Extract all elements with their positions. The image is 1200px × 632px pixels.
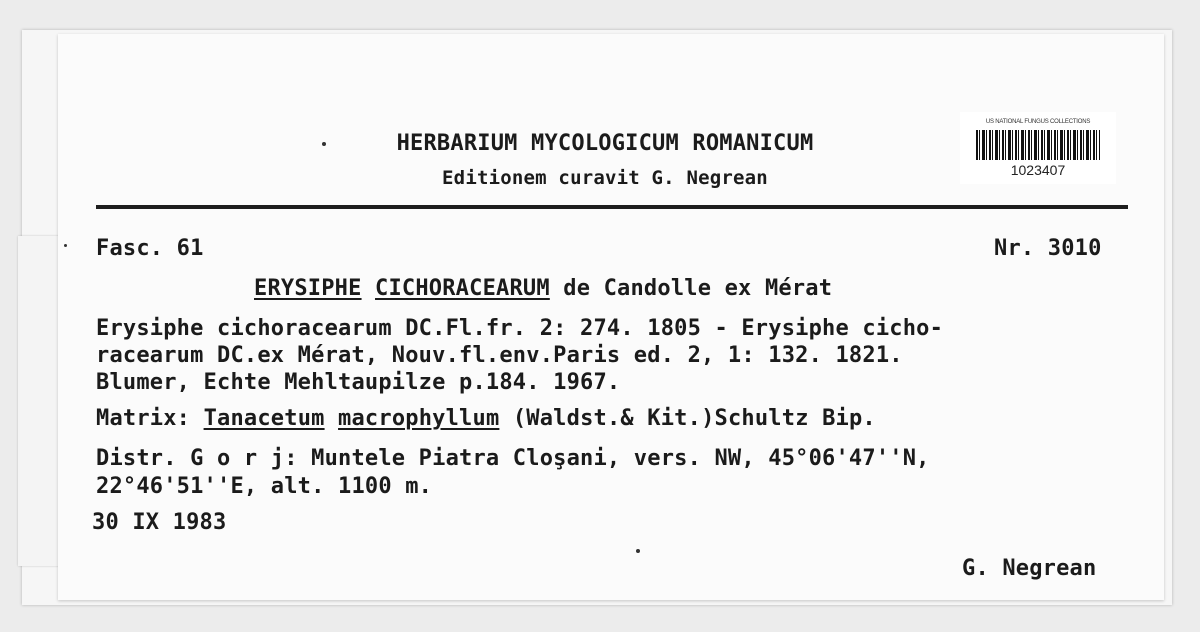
- matrix-label: Matrix:: [96, 406, 191, 431]
- editor-line: Editionem curavit G. Negrean: [442, 167, 768, 189]
- distribution-line-1: Distr. G o r j: Muntele Piatra Cloşani, vers. NW, 45°06'47''N,: [96, 446, 930, 471]
- ink-speck: [636, 549, 640, 553]
- fascicle: Fasc. 61: [96, 236, 204, 261]
- host-genus: Tanacetum: [203, 406, 325, 431]
- synonymy-line-3: Blumer, Echte Mehltaupilze p.184. 1967.: [96, 370, 621, 395]
- herbarium-title: HERBARIUM MYCOLOGICUM ROMANICUM: [396, 131, 814, 156]
- synonymy-line-1: Erysiphe cichoracearum DC.Fl.fr. 2: 274. 1805 - Erysiphe cicho-: [96, 316, 944, 341]
- barcode-icon: [976, 130, 1100, 160]
- collection-date: 30 IX 1983: [92, 510, 227, 535]
- host-epithet: macrophyllum: [338, 406, 500, 431]
- species-heading: [254, 276, 832, 301]
- ink-speck: [64, 244, 67, 247]
- matrix-line: [96, 406, 876, 431]
- species-authority: de Candolle ex Mérat: [563, 276, 833, 301]
- distribution-line-2: 22°46'51''E, alt. 1100 m.: [96, 474, 433, 499]
- barcode-number: 1023407: [1010, 162, 1066, 178]
- species-genus: ERYSIPHE: [254, 276, 362, 301]
- exsiccata-number: Nr. 3010: [994, 236, 1102, 261]
- host-authority: (Waldst.& Kit.)Schultz Bip.: [512, 406, 876, 431]
- species-epithet: CICHORACEARUM: [375, 276, 550, 301]
- barcode-label: [960, 112, 1116, 184]
- collector-name: G. Negrean: [962, 556, 1097, 581]
- synonymy-line-2: racearum DC.ex Mérat, Nouv.fl.env.Paris ed. 2, 1: 132. 1821.: [96, 343, 903, 368]
- barcode-collection-name: US NATIONAL FUNGUS COLLECTIONS: [985, 119, 1091, 125]
- divider-rule: [96, 205, 1128, 209]
